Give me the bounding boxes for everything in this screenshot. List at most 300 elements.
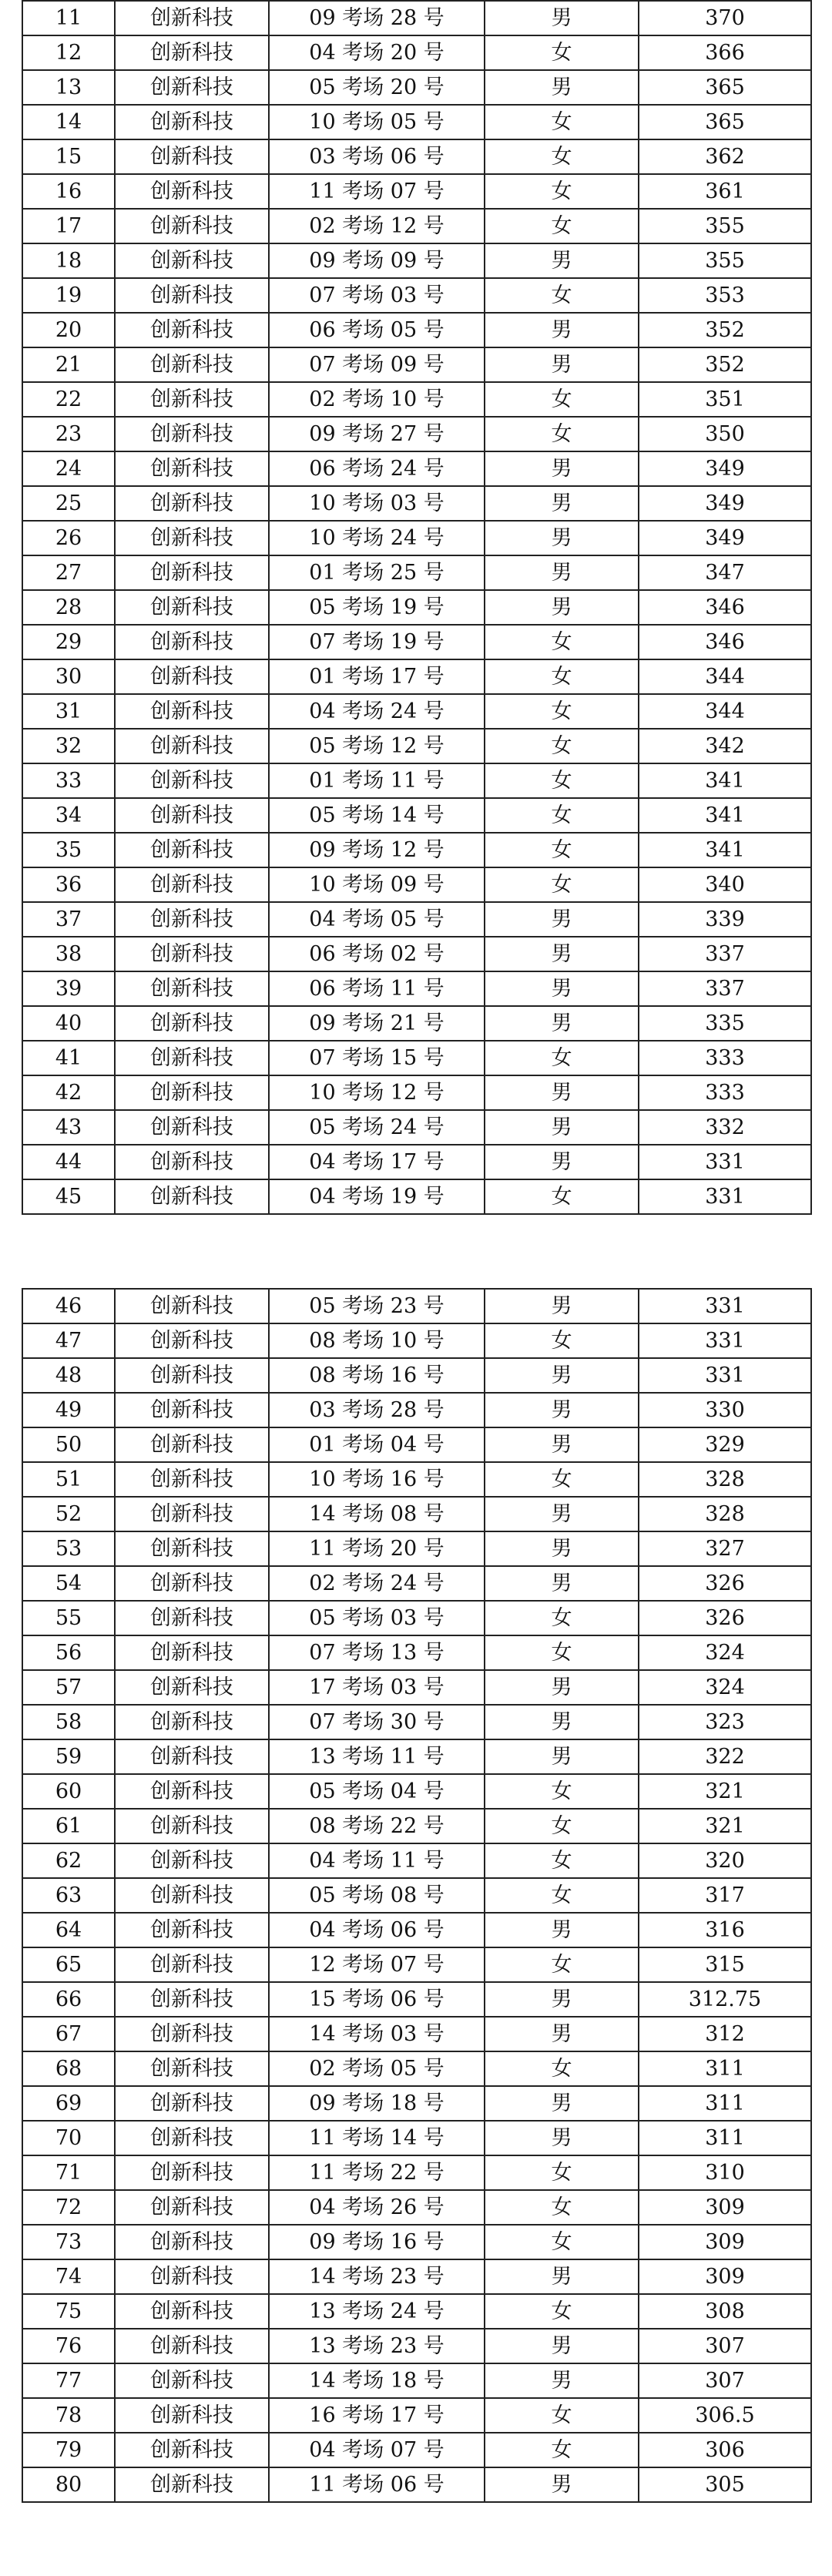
- gender-cell: 男: [485, 521, 639, 555]
- unit-cell: 创新科技: [115, 798, 269, 833]
- unit-cell: 创新科技: [115, 659, 269, 694]
- score-cell: 355: [639, 243, 811, 278]
- exam-seat-cell: 08 考场 16 号: [269, 1358, 485, 1393]
- rank-cell: 60: [22, 1774, 115, 1809]
- score-cell: 341: [639, 763, 811, 798]
- rank-cell: 37: [22, 902, 115, 937]
- unit-cell: 创新科技: [115, 2190, 269, 2225]
- gender-cell: 女: [485, 1809, 639, 1843]
- rank-cell: 72: [22, 2190, 115, 2225]
- rank-cell: 58: [22, 1705, 115, 1739]
- exam-seat-cell: 07 考场 19 号: [269, 625, 485, 659]
- score-cell: 309: [639, 2225, 811, 2259]
- score-cell: 349: [639, 486, 811, 521]
- score-cell: 365: [639, 70, 811, 105]
- gender-cell: 男: [485, 347, 639, 382]
- score-cell: 362: [639, 139, 811, 174]
- unit-cell: 创新科技: [115, 209, 269, 243]
- unit-cell: 创新科技: [115, 1531, 269, 1566]
- rank-cell: 27: [22, 555, 115, 590]
- unit-cell: 创新科技: [115, 1705, 269, 1739]
- table-row: [22, 729, 811, 763]
- unit-cell: 创新科技: [115, 1110, 269, 1145]
- score-cell: 309: [639, 2259, 811, 2294]
- score-cell: 330: [639, 1393, 811, 1427]
- rank-cell: 48: [22, 1358, 115, 1393]
- table-row: [22, 590, 811, 625]
- score-cell: 337: [639, 937, 811, 971]
- rank-cell: 17: [22, 209, 115, 243]
- exam-seat-cell: 13 考场 23 号: [269, 2329, 485, 2363]
- rank-cell: 47: [22, 1323, 115, 1358]
- unit-cell: 创新科技: [115, 278, 269, 313]
- unit-cell: 创新科技: [115, 174, 269, 209]
- unit-cell: 创新科技: [115, 35, 269, 70]
- exam-seat-cell: 14 考场 23 号: [269, 2259, 485, 2294]
- unit-cell: 创新科技: [115, 1739, 269, 1774]
- score-cell: 308: [639, 2294, 811, 2329]
- unit-cell: 创新科技: [115, 313, 269, 347]
- rank-cell: 46: [22, 1289, 115, 1323]
- exam-seat-cell: 05 考场 20 号: [269, 70, 485, 105]
- table-row: [22, 521, 811, 555]
- score-cell: 346: [639, 625, 811, 659]
- unit-cell: 创新科技: [115, 1358, 269, 1393]
- exam-seat-cell: 04 考场 11 号: [269, 1843, 485, 1878]
- score-cell: 307: [639, 2329, 811, 2363]
- rank-cell: 13: [22, 70, 115, 105]
- unit-cell: 创新科技: [115, 729, 269, 763]
- score-cell: 341: [639, 798, 811, 833]
- rank-cell: 32: [22, 729, 115, 763]
- rank-cell: 79: [22, 2433, 115, 2467]
- gender-cell: 女: [485, 798, 639, 833]
- score-cell: 310: [639, 2155, 811, 2190]
- gender-cell: 女: [485, 139, 639, 174]
- exam-seat-cell: 07 考场 30 号: [269, 1705, 485, 1739]
- unit-cell: 创新科技: [115, 2121, 269, 2155]
- table-row: [22, 1006, 811, 1041]
- unit-cell: 创新科技: [115, 971, 269, 1006]
- gender-cell: 女: [485, 35, 639, 70]
- unit-cell: 创新科技: [115, 937, 269, 971]
- exam-seat-cell: 10 考场 09 号: [269, 867, 485, 902]
- rank-cell: 25: [22, 486, 115, 521]
- score-cell: 306.5: [639, 2398, 811, 2433]
- score-cell: 321: [639, 1809, 811, 1843]
- table-row: [22, 347, 811, 382]
- exam-seat-cell: 04 考场 20 号: [269, 35, 485, 70]
- gender-cell: 男: [485, 2017, 639, 2051]
- table-row: [22, 2051, 811, 2086]
- exam-seat-cell: 05 考场 08 号: [269, 1878, 485, 1913]
- rank-cell: 18: [22, 243, 115, 278]
- unit-cell: 创新科技: [115, 1809, 269, 1843]
- rank-cell: 23: [22, 417, 115, 451]
- score-cell: 326: [639, 1601, 811, 1635]
- exam-seat-cell: 06 考场 02 号: [269, 937, 485, 971]
- rank-cell: 29: [22, 625, 115, 659]
- gender-cell: 女: [485, 382, 639, 417]
- score-cell: 322: [639, 1739, 811, 1774]
- exam-seat-cell: 05 考场 24 号: [269, 1110, 485, 1145]
- gender-cell: 女: [485, 2225, 639, 2259]
- exam-seat-cell: 01 考场 11 号: [269, 763, 485, 798]
- score-cell: 311: [639, 2051, 811, 2086]
- table-row: [22, 1289, 811, 1323]
- score-cell: 306: [639, 2433, 811, 2467]
- gender-cell: 女: [485, 2294, 639, 2329]
- table-row: [22, 1041, 811, 1075]
- gender-cell: 男: [485, 971, 639, 1006]
- score-cell: 331: [639, 1358, 811, 1393]
- rank-cell: 65: [22, 1947, 115, 1982]
- score-cell: 342: [639, 729, 811, 763]
- score-cell: 355: [639, 209, 811, 243]
- gender-cell: 男: [485, 313, 639, 347]
- rank-cell: 76: [22, 2329, 115, 2363]
- table-row: [22, 1393, 811, 1427]
- rank-cell: 21: [22, 347, 115, 382]
- gender-cell: 女: [485, 1878, 639, 1913]
- score-cell: 349: [639, 521, 811, 555]
- exam-seat-cell: 12 考场 07 号: [269, 1947, 485, 1982]
- rank-cell: 61: [22, 1809, 115, 1843]
- gender-cell: 男: [485, 2363, 639, 2398]
- table-row: [22, 2121, 811, 2155]
- table-row: [22, 2294, 811, 2329]
- exam-seat-cell: 02 考场 10 号: [269, 382, 485, 417]
- exam-seat-cell: 06 考场 24 号: [269, 451, 485, 486]
- gender-cell: 男: [485, 1913, 639, 1947]
- unit-cell: 创新科技: [115, 2467, 269, 2502]
- score-cell: 339: [639, 902, 811, 937]
- unit-cell: 创新科技: [115, 1427, 269, 1462]
- gender-cell: 女: [485, 833, 639, 867]
- gender-cell: 男: [485, 1497, 639, 1531]
- score-cell: 316: [639, 1913, 811, 1947]
- table-row: [22, 1947, 811, 1982]
- unit-cell: 创新科技: [115, 2398, 269, 2433]
- table-row: [22, 1179, 811, 1214]
- exam-seat-cell: 07 考场 13 号: [269, 1635, 485, 1670]
- exam-seat-cell: 11 考场 14 号: [269, 2121, 485, 2155]
- gender-cell: 女: [485, 2155, 639, 2190]
- gender-cell: 男: [485, 2467, 639, 2502]
- rank-cell: 30: [22, 659, 115, 694]
- unit-cell: 创新科技: [115, 2155, 269, 2190]
- exam-seat-cell: 08 考场 10 号: [269, 1323, 485, 1358]
- unit-cell: 创新科技: [115, 451, 269, 486]
- score-cell: 370: [639, 1, 811, 35]
- unit-cell: 创新科技: [115, 902, 269, 937]
- rank-cell: 35: [22, 833, 115, 867]
- gender-cell: 女: [485, 1843, 639, 1878]
- unit-cell: 创新科技: [115, 1179, 269, 1214]
- score-cell: 324: [639, 1670, 811, 1705]
- rank-cell: 74: [22, 2259, 115, 2294]
- rank-cell: 71: [22, 2155, 115, 2190]
- gender-cell: 女: [485, 729, 639, 763]
- gender-cell: 男: [485, 243, 639, 278]
- exam-seat-cell: 10 考场 12 号: [269, 1075, 485, 1110]
- unit-cell: 创新科技: [115, 1913, 269, 1947]
- unit-cell: 创新科技: [115, 555, 269, 590]
- unit-cell: 创新科技: [115, 1462, 269, 1497]
- exam-seat-cell: 11 考场 06 号: [269, 2467, 485, 2502]
- exam-seat-cell: 06 考场 05 号: [269, 313, 485, 347]
- exam-seat-cell: 03 考场 28 号: [269, 1393, 485, 1427]
- table-row: [22, 659, 811, 694]
- gender-cell: 女: [485, 1947, 639, 1982]
- exam-seat-cell: 02 考场 12 号: [269, 209, 485, 243]
- exam-seat-cell: 14 考场 18 号: [269, 2363, 485, 2398]
- gender-cell: 男: [485, 451, 639, 486]
- unit-cell: 创新科技: [115, 1635, 269, 1670]
- rank-cell: 44: [22, 1145, 115, 1179]
- exam-seat-cell: 05 考场 03 号: [269, 1601, 485, 1635]
- exam-seat-cell: 06 考场 11 号: [269, 971, 485, 1006]
- rank-cell: 26: [22, 521, 115, 555]
- unit-cell: 创新科技: [115, 1982, 269, 2017]
- score-cell: 350: [639, 417, 811, 451]
- unit-cell: 创新科技: [115, 867, 269, 902]
- unit-cell: 创新科技: [115, 243, 269, 278]
- gender-cell: 女: [485, 2190, 639, 2225]
- exam-seat-cell: 04 考场 05 号: [269, 902, 485, 937]
- score-cell: 333: [639, 1041, 811, 1075]
- score-cell: 329: [639, 1427, 811, 1462]
- table-row: [22, 1635, 811, 1670]
- unit-cell: 创新科技: [115, 1145, 269, 1179]
- rank-cell: 16: [22, 174, 115, 209]
- exam-seat-cell: 13 考场 24 号: [269, 2294, 485, 2329]
- rank-cell: 11: [22, 1, 115, 35]
- exam-seat-cell: 07 考场 15 号: [269, 1041, 485, 1075]
- score-cell: 320: [639, 1843, 811, 1878]
- rank-cell: 36: [22, 867, 115, 902]
- exam-seat-cell: 10 考场 16 号: [269, 1462, 485, 1497]
- exam-seat-cell: 09 考场 28 号: [269, 1, 485, 35]
- score-cell: 305: [639, 2467, 811, 2502]
- table-row: [22, 937, 811, 971]
- table-row: [22, 2155, 811, 2190]
- rank-cell: 64: [22, 1913, 115, 1947]
- gender-cell: 女: [485, 1462, 639, 1497]
- table-row: [22, 2363, 811, 2398]
- exam-seat-cell: 01 考场 04 号: [269, 1427, 485, 1462]
- rank-cell: 28: [22, 590, 115, 625]
- unit-cell: 创新科技: [115, 590, 269, 625]
- exam-seat-cell: 01 考场 25 号: [269, 555, 485, 590]
- gender-cell: 男: [485, 555, 639, 590]
- exam-seat-cell: 09 考场 27 号: [269, 417, 485, 451]
- unit-cell: 创新科技: [115, 1670, 269, 1705]
- unit-cell: 创新科技: [115, 1323, 269, 1358]
- rank-cell: 45: [22, 1179, 115, 1214]
- unit-cell: 创新科技: [115, 2051, 269, 2086]
- rank-cell: 78: [22, 2398, 115, 2433]
- unit-cell: 创新科技: [115, 1393, 269, 1427]
- unit-cell: 创新科技: [115, 625, 269, 659]
- table-row: [22, 451, 811, 486]
- exam-seat-cell: 04 考场 26 号: [269, 2190, 485, 2225]
- score-cell: 328: [639, 1462, 811, 1497]
- gender-cell: 女: [485, 1323, 639, 1358]
- table-row: [22, 2190, 811, 2225]
- unit-cell: 创新科技: [115, 1601, 269, 1635]
- rank-cell: 59: [22, 1739, 115, 1774]
- table-row: [22, 278, 811, 313]
- table-row: [22, 1843, 811, 1878]
- rank-cell: 39: [22, 971, 115, 1006]
- table-row: [22, 1809, 811, 1843]
- exam-seat-cell: 10 考场 24 号: [269, 521, 485, 555]
- table-row: [22, 1913, 811, 1947]
- table-row: [22, 902, 811, 937]
- unit-cell: 创新科技: [115, 1497, 269, 1531]
- unit-cell: 创新科技: [115, 763, 269, 798]
- gender-cell: 女: [485, 1774, 639, 1809]
- score-cell: 335: [639, 1006, 811, 1041]
- unit-cell: 创新科技: [115, 1041, 269, 1075]
- unit-cell: 创新科技: [115, 1878, 269, 1913]
- gender-cell: 女: [485, 1179, 639, 1214]
- score-cell: 312: [639, 2017, 811, 2051]
- table-row: [22, 35, 811, 70]
- exam-seat-cell: 04 考场 07 号: [269, 2433, 485, 2467]
- score-cell: 324: [639, 1635, 811, 1670]
- rank-cell: 75: [22, 2294, 115, 2329]
- exam-seat-cell: 05 考场 12 号: [269, 729, 485, 763]
- table-row: [22, 625, 811, 659]
- exam-seat-cell: 09 考场 21 号: [269, 1006, 485, 1041]
- score-cell: 351: [639, 382, 811, 417]
- unit-cell: 创新科技: [115, 347, 269, 382]
- rank-cell: 55: [22, 1601, 115, 1635]
- exam-seat-cell: 08 考场 22 号: [269, 1809, 485, 1843]
- table-row: [22, 833, 811, 867]
- score-cell: 331: [639, 1145, 811, 1179]
- gender-cell: 男: [485, 1145, 639, 1179]
- gender-cell: 女: [485, 763, 639, 798]
- gender-cell: 女: [485, 2433, 639, 2467]
- gender-cell: 男: [485, 937, 639, 971]
- exam-seat-cell: 14 考场 08 号: [269, 1497, 485, 1531]
- table-row: [22, 798, 811, 833]
- score-cell: 311: [639, 2086, 811, 2121]
- rank-cell: 40: [22, 1006, 115, 1041]
- exam-seat-cell: 04 考场 19 号: [269, 1179, 485, 1214]
- score-cell: 311: [639, 2121, 811, 2155]
- gender-cell: 男: [485, 1075, 639, 1110]
- rank-cell: 68: [22, 2051, 115, 2086]
- gender-cell: 男: [485, 1289, 639, 1323]
- rank-cell: 73: [22, 2225, 115, 2259]
- table-row: [22, 2398, 811, 2433]
- table-row: [22, 2259, 811, 2294]
- table-row: [22, 2086, 811, 2121]
- table-row: [22, 1075, 811, 1110]
- unit-cell: 创新科技: [115, 2086, 269, 2121]
- table-row: [22, 2329, 811, 2363]
- table-row: [22, 694, 811, 729]
- table-row: [22, 1427, 811, 1462]
- unit-cell: 创新科技: [115, 1, 269, 35]
- table-row: [22, 1323, 811, 1358]
- gender-cell: 女: [485, 1601, 639, 1635]
- gender-cell: 女: [485, 105, 639, 139]
- table-row: [22, 1566, 811, 1601]
- rank-cell: 51: [22, 1462, 115, 1497]
- unit-cell: 创新科技: [115, 1289, 269, 1323]
- unit-cell: 创新科技: [115, 139, 269, 174]
- score-cell: 349: [639, 451, 811, 486]
- gender-cell: 男: [485, 1739, 639, 1774]
- unit-cell: 创新科技: [115, 1843, 269, 1878]
- table-row: [22, 1878, 811, 1913]
- score-cell: 321: [639, 1774, 811, 1809]
- exam-seat-cell: 04 考场 06 号: [269, 1913, 485, 1947]
- table-row: [22, 1774, 811, 1809]
- rank-cell: 31: [22, 694, 115, 729]
- score-cell: 317: [639, 1878, 811, 1913]
- rank-cell: 15: [22, 139, 115, 174]
- rank-cell: 53: [22, 1531, 115, 1566]
- exam-seat-cell: 14 考场 03 号: [269, 2017, 485, 2051]
- exam-seat-cell: 10 考场 03 号: [269, 486, 485, 521]
- score-cell: 331: [639, 1179, 811, 1214]
- gender-cell: 男: [485, 1, 639, 35]
- unit-cell: 创新科技: [115, 2259, 269, 2294]
- unit-cell: 创新科技: [115, 382, 269, 417]
- score-cell: 365: [639, 105, 811, 139]
- rank-cell: 19: [22, 278, 115, 313]
- gender-cell: 女: [485, 174, 639, 209]
- rank-cell: 77: [22, 2363, 115, 2398]
- exam-seat-cell: 01 考场 17 号: [269, 659, 485, 694]
- rank-cell: 38: [22, 937, 115, 971]
- table-row: [22, 174, 811, 209]
- gender-cell: 男: [485, 2121, 639, 2155]
- table-row: [22, 1601, 811, 1635]
- rank-cell: 69: [22, 2086, 115, 2121]
- exam-seat-cell: 05 考场 14 号: [269, 798, 485, 833]
- table-row: [22, 2467, 811, 2502]
- exam-seat-cell: 13 考场 11 号: [269, 1739, 485, 1774]
- rank-cell: 62: [22, 1843, 115, 1878]
- table-row: [22, 2017, 811, 2051]
- score-cell: 352: [639, 347, 811, 382]
- table-row: [22, 1, 811, 35]
- table-row: [22, 555, 811, 590]
- gender-cell: 女: [485, 2051, 639, 2086]
- rank-cell: 43: [22, 1110, 115, 1145]
- exam-seat-cell: 05 考场 19 号: [269, 590, 485, 625]
- unit-cell: 创新科技: [115, 1075, 269, 1110]
- score-table-2: [22, 1288, 812, 2503]
- exam-seat-cell: 15 考场 06 号: [269, 1982, 485, 2017]
- rank-cell: 63: [22, 1878, 115, 1913]
- score-cell: 344: [639, 694, 811, 729]
- exam-seat-cell: 05 考场 23 号: [269, 1289, 485, 1323]
- table-row: [22, 1705, 811, 1739]
- gender-cell: 女: [485, 278, 639, 313]
- table-row: [22, 1462, 811, 1497]
- score-cell: 337: [639, 971, 811, 1006]
- rank-cell: 14: [22, 105, 115, 139]
- rank-cell: 80: [22, 2467, 115, 2502]
